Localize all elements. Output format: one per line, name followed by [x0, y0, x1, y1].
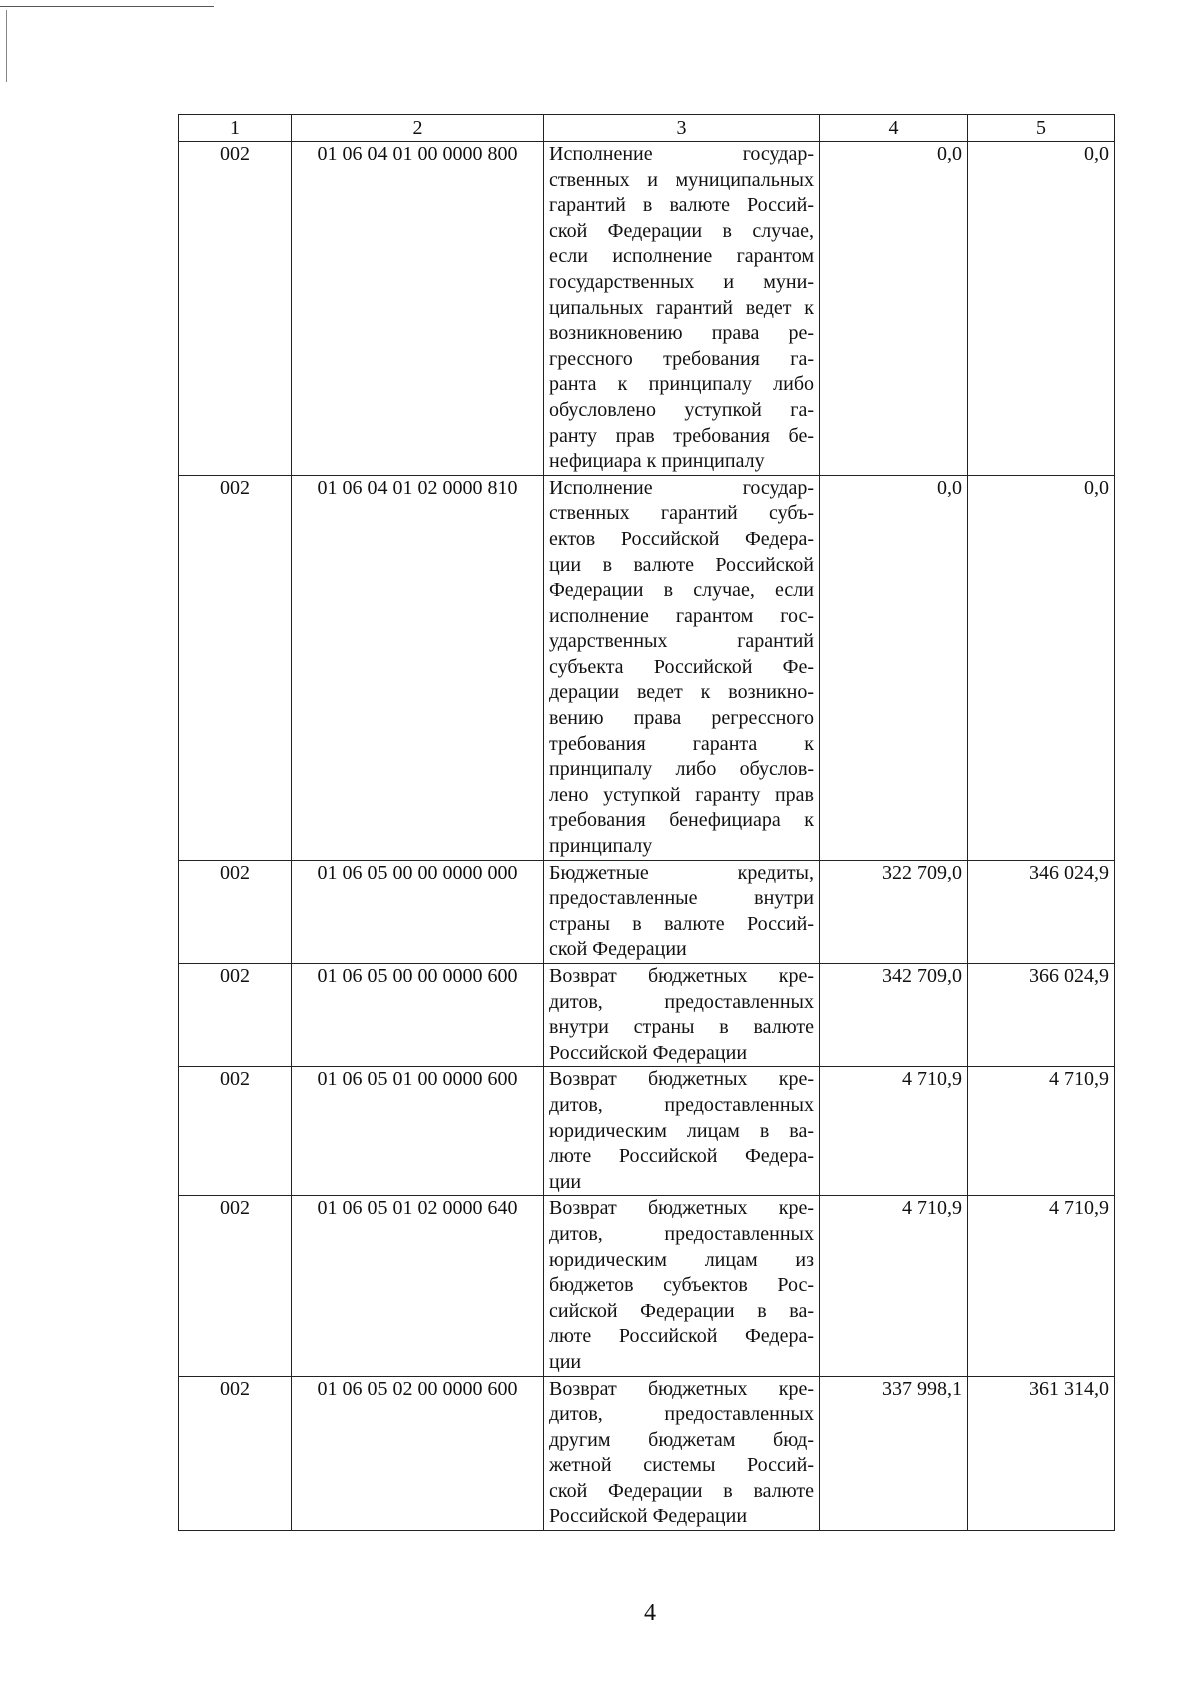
admin-code-cell: 002: [179, 860, 292, 963]
admin-code-cell: 002: [179, 142, 292, 476]
source-name-line: требования бенефициара к: [549, 809, 814, 832]
budget-code-cell: 01 06 05 00 00 0000 600: [292, 964, 544, 1067]
amount-col-4-cell: 0,0: [820, 475, 968, 860]
source-name-line: ции: [549, 1170, 582, 1193]
source-name-line: принципалу либо обуслов-: [549, 758, 814, 781]
source-name-line: дитов, предоставленных: [549, 1403, 814, 1426]
header-col-2: 2: [292, 115, 544, 142]
admin-code-cell: 002: [179, 1196, 292, 1376]
source-name-cell: [544, 475, 820, 860]
source-name-line: юридическим лицам из: [549, 1248, 814, 1271]
header-col-1: 1: [179, 115, 292, 142]
table-row: [179, 475, 1115, 860]
page-number: 4: [644, 1600, 656, 1626]
source-name-line: ственных гарантий субъ-: [549, 502, 814, 525]
budget-code-cell: 01 06 05 00 00 0000 000: [292, 860, 544, 963]
source-name-line: Федерации в случае, если: [549, 579, 814, 602]
source-name-line: грессного требования га-: [549, 347, 814, 370]
source-name-line: другим бюджетам бюд-: [549, 1428, 814, 1451]
header-col-4: 4: [820, 115, 968, 142]
amount-col-5-cell: 361 314,0: [968, 1376, 1115, 1531]
source-name-line: люте Российской Федера-: [549, 1145, 814, 1168]
amount-col-5-cell: 4 710,9: [968, 1067, 1115, 1196]
source-name-cell: [544, 964, 820, 1067]
amount-col-4-cell: 4 710,9: [820, 1067, 968, 1196]
amount-col-4-cell: 322 709,0: [820, 860, 968, 963]
header-col-3: 3: [544, 115, 820, 142]
source-name-line: субъекта Российской Фе-: [549, 655, 814, 678]
source-name-line: нефициара к принципалу: [549, 450, 765, 473]
amount-col-4-cell: 337 998,1: [820, 1376, 968, 1531]
source-name-line: жетной системы Россий-: [549, 1454, 814, 1477]
budget-code-cell: 01 06 05 01 02 0000 640: [292, 1196, 544, 1376]
source-name-line: люте Российской Федера-: [549, 1325, 814, 1348]
source-name-line: дитов, предоставленных: [549, 1093, 814, 1116]
source-name-line: ранта к принципалу либо: [549, 373, 814, 396]
source-name-line: дерации ведет к возникно-: [549, 681, 814, 704]
budget-code-cell: 01 06 05 02 00 0000 600: [292, 1376, 544, 1531]
table-body: [179, 142, 1115, 1531]
amount-col-5-cell: 346 024,9: [968, 860, 1115, 963]
source-name-line: сийской Федерации в ва-: [549, 1299, 814, 1322]
source-name-line: вению права регрессного: [549, 707, 814, 730]
table-row: [179, 964, 1115, 1067]
source-name-line: юридическим лицам в ва-: [549, 1119, 814, 1142]
amount-col-5-cell: 0,0: [968, 142, 1115, 476]
source-name-line: ципальных гарантий ведет к: [549, 296, 814, 319]
source-name-line: если исполнение гарантом: [549, 245, 814, 268]
table-row: [179, 1196, 1115, 1376]
source-name-line: дитов, предоставленных: [549, 1222, 814, 1245]
admin-code-cell: 002: [179, 964, 292, 1067]
source-name-cell: [544, 860, 820, 963]
header-col-5: 5: [968, 115, 1115, 142]
source-name-line: требования гаранта к: [549, 732, 814, 755]
source-name-line: ударственных гарантий: [549, 630, 814, 653]
source-name-line: лено уступкой гаранту прав: [549, 783, 814, 806]
table-row: [179, 142, 1115, 476]
source-name-line: Исполнение государ-: [549, 143, 814, 165]
budget-sources-table: [178, 114, 1115, 1531]
source-name-line: Возврат бюджетных кре-: [549, 1197, 814, 1220]
scan-top-rule: [0, 6, 214, 7]
source-name-line: обусловлено уступкой га-: [549, 398, 814, 421]
scan-left-rule: [6, 10, 7, 82]
amount-col-4-cell: 342 709,0: [820, 964, 968, 1067]
source-name-line: гарантий в валюте Россий-: [549, 194, 814, 217]
source-name-line: дитов, предоставленных: [549, 990, 814, 1013]
amount-col-4-cell: 4 710,9: [820, 1196, 968, 1376]
admin-code-cell: 002: [179, 475, 292, 860]
source-name-cell: [544, 1196, 820, 1376]
source-name-line: Исполнение государ-: [549, 476, 814, 499]
source-name-line: Возврат бюджетных кре-: [549, 965, 814, 987]
budget-code-cell: 01 06 04 01 02 0000 810: [292, 475, 544, 860]
source-name-line: ской Федерации в случае,: [549, 219, 814, 242]
table-row: [179, 1067, 1115, 1196]
table-row: [179, 860, 1115, 963]
source-name-line: предоставленные внутри: [549, 887, 814, 910]
source-name-line: Возврат бюджетных кре-: [549, 1377, 814, 1400]
source-name-cell: [544, 1067, 820, 1196]
amount-col-5-cell: 4 710,9: [968, 1196, 1115, 1376]
amount-col-4-cell: 0,0: [820, 142, 968, 476]
source-name-line: ции: [549, 1350, 582, 1373]
source-name-line: государственных и муни-: [549, 270, 814, 293]
amount-col-5-cell: 366 024,9: [968, 964, 1115, 1067]
amount-col-5-cell: 0,0: [968, 475, 1115, 860]
source-name-line: исполнение гарантом гос-: [549, 604, 814, 627]
source-name-line: ской Федерации: [549, 938, 687, 961]
source-name-line: возникновению права ре-: [549, 322, 814, 345]
table-row: [179, 1376, 1115, 1531]
source-name-line: ской Федерации в валюте: [549, 1479, 814, 1502]
source-name-line: ственных и муниципальных: [549, 168, 814, 191]
table-header-row: [179, 115, 1115, 142]
source-name-line: Российской Федерации: [549, 1505, 748, 1528]
source-name-line: Российской Федерации: [549, 1041, 748, 1064]
source-name-line: ранту прав требования бе-: [549, 424, 814, 447]
source-name-line: ектов Российской Федера-: [549, 527, 814, 550]
source-name-line: Бюджетные кредиты,: [549, 861, 814, 884]
source-name-line: внутри страны в валюте: [549, 1016, 814, 1039]
source-name-cell: [544, 1376, 820, 1531]
admin-code-cell: 002: [179, 1067, 292, 1196]
source-name-line: бюджетов субъектов Рос-: [549, 1274, 814, 1297]
budget-code-cell: 01 06 05 01 00 0000 600: [292, 1067, 544, 1196]
source-name-line: ции в валюте Российской: [549, 553, 814, 576]
source-name-line: страны в валюте Россий-: [549, 912, 814, 935]
budget-code-cell: 01 06 04 01 00 0000 800: [292, 142, 544, 476]
source-name-line: Возврат бюджетных кре-: [549, 1068, 814, 1091]
source-name-line: принципалу: [549, 835, 653, 858]
source-name-cell: [544, 142, 820, 476]
admin-code-cell: 002: [179, 1376, 292, 1531]
